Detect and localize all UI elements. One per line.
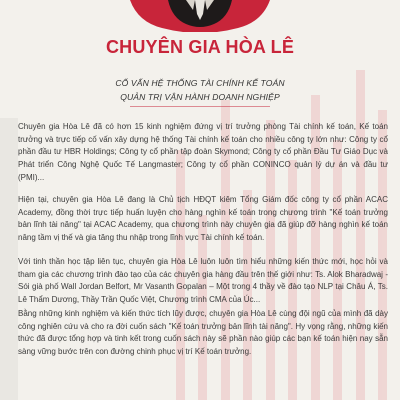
paragraph-book: Bằng những kinh nghiệm và kiến thức tích lũy được, chuyên gia Hòa Lê cùng đội ngũ của mình đã dày công nghiên cứu và cho ra đời cuốn sách "Kế toán trưởng bản lĩnh tài năng". Hy vọng rằng, những kiến thức đã được tổng hợp và tinh kết trong cuốn sách này sẽ phần nào giúp các bạn kế toán hiện nay sẵn sàng vững bước trên con đường chinh phục vị trí Kế toán trưởng. [18, 309, 388, 357]
paragraph-experience: Chuyên gia Hòa Lê đã có hơn 15 kinh nghiệm đứng vị trí trưởng phòng Tài chính kế toán, Kế toán trưởng và trực tiếp cố vấn xây dựng hệ thống Tài chính kế toán cho nhiều công ty lớn như: Công ty cổ phần đầu tư HBR Holdings; Công ty cổ phần tập đoàn Skymond; Công ty cổ phần Đầu Tư Giáo Dục và Phát triển Công Nghệ Quốc Tế Langmaster; Công ty cổ phần CONINCO quản lý dự án và đầu tư (PMI)... [18, 122, 388, 182]
paragraph-current-role: Hiện tại, chuyên gia Hòa Lê đang là Chủ tịch HĐQT kiêm Tổng Giám đốc công ty cổ phần ACAC Academy, đồng thời trực tiếp huấn luyện cho hàng nghìn kế toán trong chương trình "Kế toán trưởng bản lĩnh tài năng" tại ACAC Academy, qua chương trình này chuyên gia đã giúp đỡ hàng nghìn kế toán nâng tầm vị thế và gia tăng thu nhập trong lĩnh vực Tài chính kế toán. [18, 195, 388, 243]
author-portrait-photo [0, 0, 400, 32]
subtitle-line-1: CỐ VẤN HỆ THỐNG TÀI CHÍNH KẾ TOÁN [115, 78, 285, 88]
paragraph-learning: Với tinh thần học tập liên tục, chuyên gia Hòa Lê luôn luôn tìm hiểu những kiến thức mới, học hỏi và tham gia các chương trình đào tạo của các chuyên gia hàng đầu trên thế giới như: Ts. Alok Bharadwaj - Sói già phố Wall Jordan Belfort, Mr Vasanth Gopalan – Một trong 4 thầy về đào tạo NLP tại Châu Á, Ts. Lê Thẩm Dương, Thầy Trần Quốc Việt, Chương trình CMA của Úc... [18, 257, 388, 305]
page-title: CHUYÊN GIA HÒA LÊ [105, 37, 295, 57]
subtitle-divider [130, 106, 270, 107]
subtitle-line-2: QUẢN TRỊ VẬN HÀNH DOANH NGHIỆP [120, 92, 280, 102]
